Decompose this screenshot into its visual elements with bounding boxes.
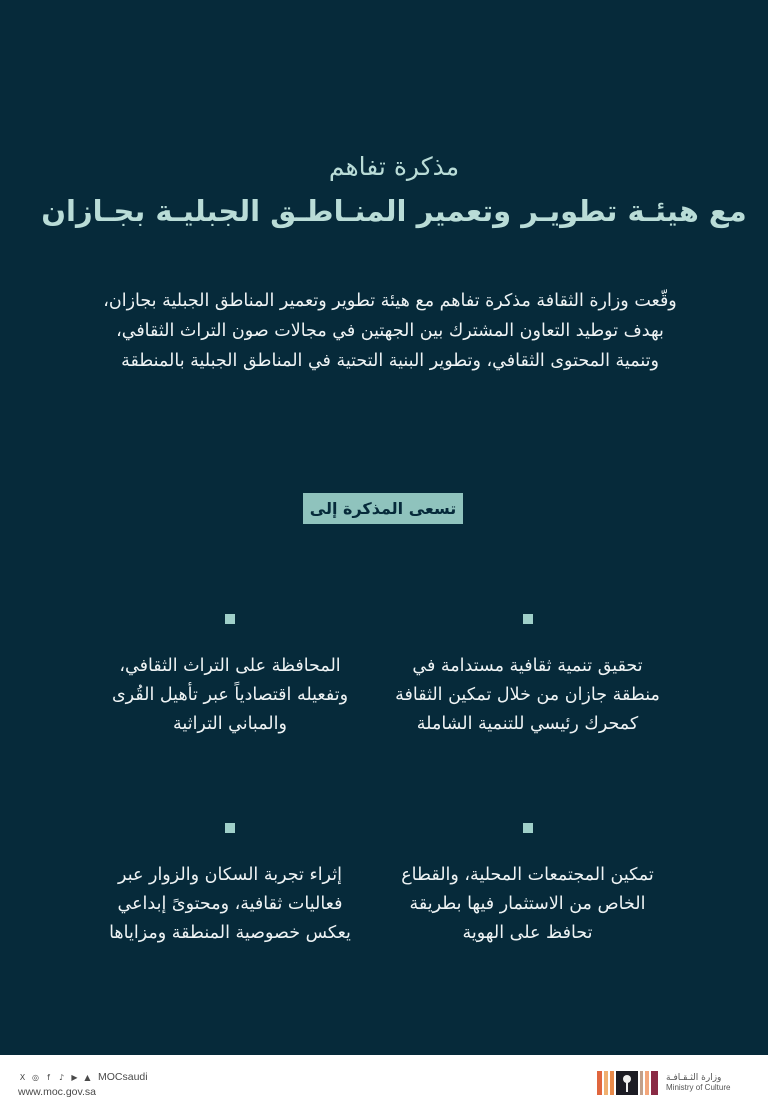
snapchat-icon[interactable]: ▲ bbox=[84, 1072, 91, 1082]
goal-text: تحقيق تنمية ثقافية مستدامة في منطقة جازان من خلال تمكين الثقافة كمحرك رئيسي للتنمية الشاملة bbox=[395, 656, 660, 734]
goal-item bbox=[395, 614, 660, 739]
goal-item bbox=[95, 614, 365, 739]
aims-badge: تسعى المذكرة إلى bbox=[303, 493, 463, 524]
square-bullet-icon bbox=[225, 614, 235, 624]
ministry-of-culture-logo bbox=[597, 1071, 730, 1095]
logo-text-arabic: وزارة الثـقـافـة bbox=[666, 1073, 722, 1083]
logo-text bbox=[666, 1073, 730, 1093]
tiktok-icon[interactable]: ♪ bbox=[58, 1072, 65, 1082]
goal-text: إثراء تجربة السكان والزوار عبر فعاليات ثقافية، ومحتوىً إبداعي يعكس خصوصية المنطقة ومزاياها bbox=[109, 865, 351, 943]
goal-item bbox=[95, 823, 365, 948]
palm-emblem-icon bbox=[616, 1071, 638, 1095]
goal-text: تمكين المجتمعات المحلية، والقطاع الخاص من الاستثمار فيها بطريقة تحافظ على الهوية bbox=[401, 865, 654, 943]
square-bullet-icon bbox=[523, 614, 533, 624]
logo-stripes-left bbox=[597, 1071, 616, 1095]
social-handle[interactable]: MOCsaudi bbox=[98, 1071, 148, 1083]
youtube-icon[interactable]: ▶ bbox=[71, 1072, 78, 1082]
page-title: مع هيئـة تطويـر وتعمير المنـاطـق الجبليـة بجـازان bbox=[41, 194, 747, 228]
logo-text-english: Ministry of Culture bbox=[666, 1083, 731, 1092]
logo-stripes-right bbox=[638, 1071, 658, 1095]
website-link[interactable]: www.moc.gov.sa bbox=[18, 1086, 96, 1098]
social-links bbox=[18, 1071, 148, 1083]
x-icon[interactable]: X bbox=[19, 1072, 26, 1082]
square-bullet-icon bbox=[225, 823, 235, 833]
title-small: مذكرة تفاهم bbox=[328, 152, 460, 181]
square-bullet-icon bbox=[523, 823, 533, 833]
instagram-icon[interactable]: ◎ bbox=[32, 1072, 39, 1082]
facebook-icon[interactable]: f bbox=[47, 1072, 50, 1082]
goal-item bbox=[395, 823, 660, 948]
goal-text: المحافظة على التراث الثقافي، وتفعيله اقتصادياً عبر تأهيل القُرى والمباني التراثية bbox=[111, 656, 349, 734]
intro-paragraph: وقّعت وزارة الثقافة مذكرة تفاهم مع هيئة تطوير وتعمير المناطق الجبلية بجازان، بهدف توطيد التعاون المشترك بين الجهتين في مجالات صون التراث الثقافي، وتنمية المحتوى الثقافي، وتطوير البنية التحتية في المناطق الجبلية بالمنطقة bbox=[103, 291, 677, 371]
footer bbox=[0, 1055, 768, 1116]
